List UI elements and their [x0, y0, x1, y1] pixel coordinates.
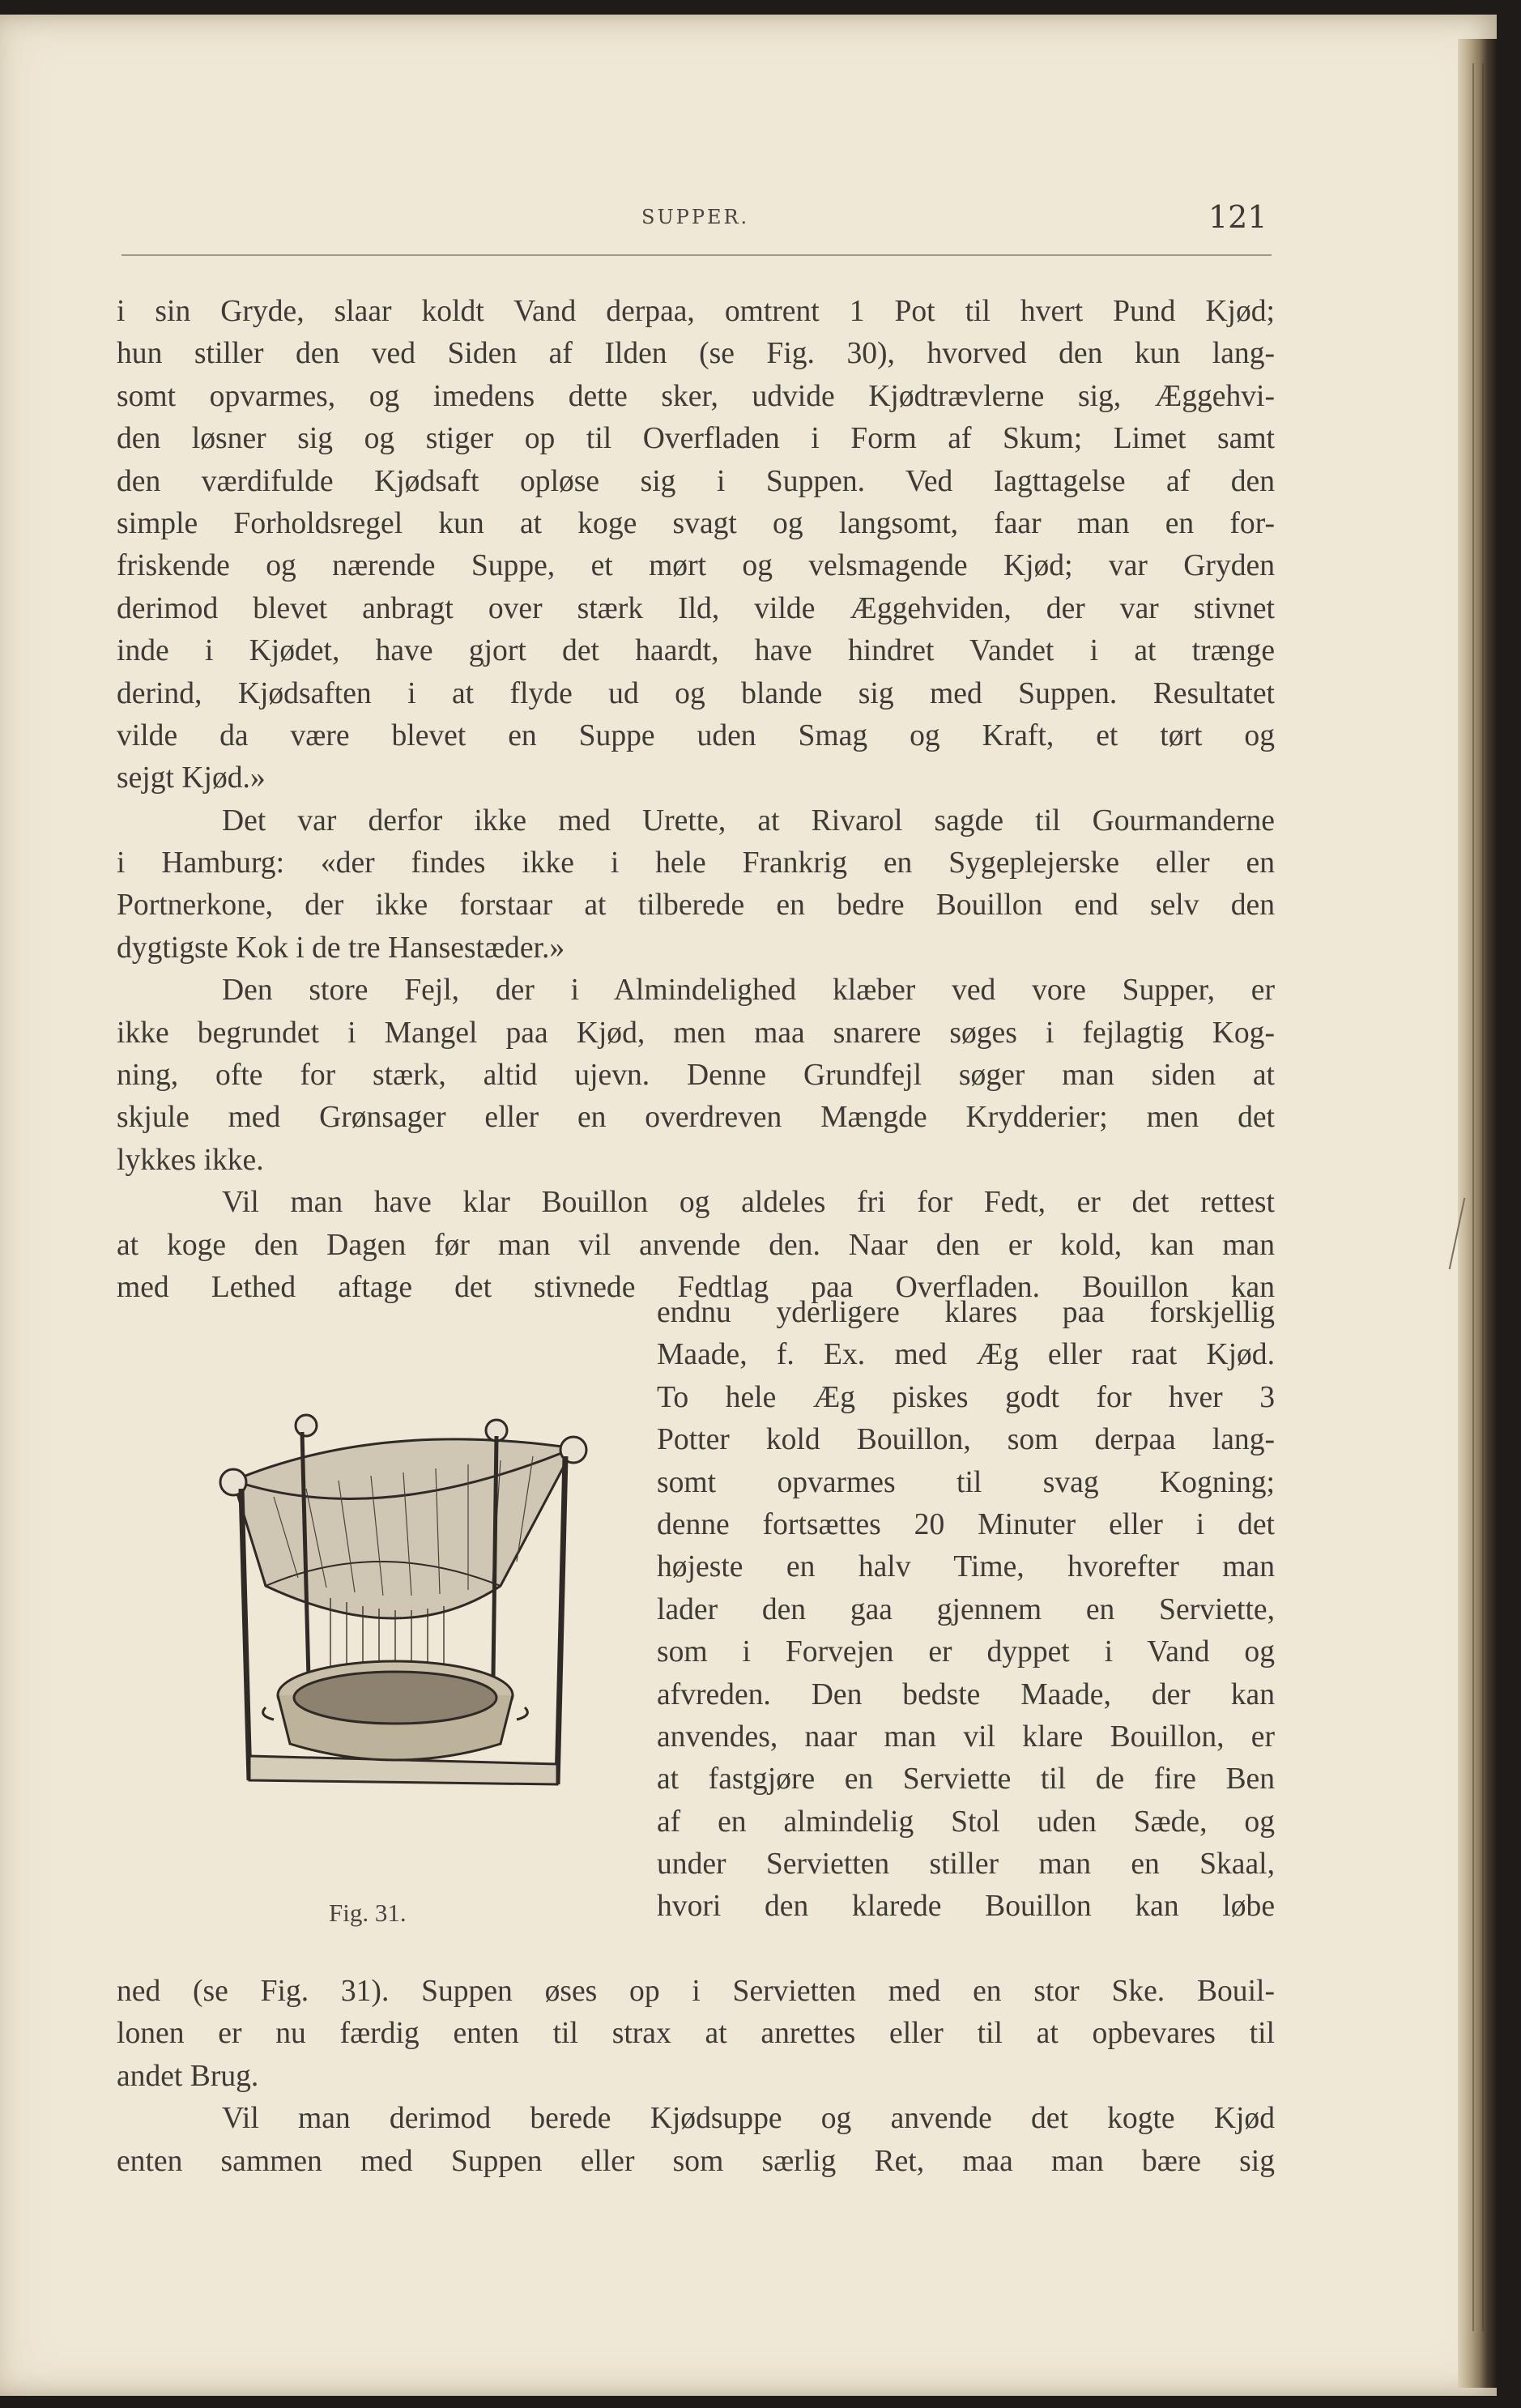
text-line: skjule med Grønsager eller en overdreven Mængde Krydderier; men det — [117, 1101, 1275, 1135]
text-line: højeste en halv Time, hvorefter man — [657, 1550, 1275, 1584]
text-line: i Hamburg: «der findes ikke i hele Frankrig en Sygeplejerske eller en — [117, 846, 1275, 880]
text-line: simple Forholdsregel kun at koge svagt og langsomt, faar man en for- — [117, 506, 1275, 540]
spine-edge-line — [1482, 63, 1484, 2331]
text-line: Den store Fejl, der i Almindelighed klæber ved vore Supper, er — [222, 974, 1275, 1008]
text-line: ikke begrundet i Mangel paa Kjød, men maa snarere søges i fejlagtig Kog- — [117, 1016, 1275, 1050]
book-spine — [1458, 39, 1497, 2388]
text-line: ned (se Fig. 31). Suppen øses op i Servietten med en stor Ske. Bouil- — [117, 1975, 1275, 2008]
text-line: vilde da være blevet en Suppe uden Smag og Kraft, et tørt og — [117, 718, 1275, 752]
text-block-beside-figure — [657, 1292, 1275, 1929]
text-line: Maade, f. Ex. med Æg eller raat Kjød. — [657, 1338, 1275, 1372]
text-line: somt opvarmes til svag Kogning; — [657, 1465, 1275, 1499]
text-line: at koge den Dagen før man vil anvende den. Naar den er kold, kan man — [117, 1228, 1275, 1262]
figure-31-illustration — [136, 1375, 622, 1877]
text-line: den løsner sig og stiger op til Overfladen i Form af Skum; Limet samt — [117, 422, 1275, 456]
text-line: somt opvarmes, og imedens dette sker, udvide Kjødtrævlerne sig, Æggehvi- — [117, 379, 1275, 413]
book-page — [0, 15, 1497, 2396]
text-line: at fastgjøre en Serviette til de fire Ben — [657, 1762, 1275, 1796]
spine-edge-line — [1472, 63, 1474, 2331]
text-line: den værdifulde Kjødsaft opløse sig i Suppen. Ved Iagttagelse af den — [117, 464, 1275, 498]
header-rule — [121, 254, 1272, 256]
running-head: SUPPER. — [641, 206, 750, 228]
text-line: afvreden. Den bedste Maade, der kan — [657, 1677, 1275, 1711]
text-line: ning, ofte for stærk, altid ujevn. Denne Grundfejl søger man siden at — [117, 1059, 1275, 1093]
strainer-stool-drawing — [136, 1375, 622, 1829]
text-line: i sin Gryde, slaar koldt Vand derpaa, omtrent 1 Pot til hvert Pund Kjød; — [117, 295, 1275, 328]
text-line: andet Brug. — [117, 2059, 259, 2093]
text-line: dygtigste Kok i de tre Hansestæder.» — [117, 931, 565, 965]
text-line: lykkes ikke. — [117, 1143, 264, 1177]
text-line: Vil man derimod berede Kjødsuppe og anvende det kogte Kjød — [222, 2102, 1275, 2136]
text-line: hvori den klarede Bouillon kan løbe — [657, 1890, 1275, 1924]
text-line: Potter kold Bouillon, som derpaa lang- — [657, 1423, 1275, 1457]
text-line: endnu yderligere klares paa forskjellig — [657, 1296, 1275, 1329]
text-line: enten sammen med Suppen eller som særlig Ret, maa man bære sig — [117, 2144, 1275, 2178]
text-line: som i Forvejen er dyppet i Vand og — [657, 1635, 1275, 1669]
text-line: To hele Æg piskes godt for hver 3 — [657, 1380, 1275, 1414]
text-line: med Lethed aftage det stivnede Fedtlag paa Overfladen. Bouillon kan — [117, 1270, 1275, 1304]
page-header — [0, 199, 1497, 240]
text-line: denne fortsættes 20 Minuter eller i det — [657, 1507, 1275, 1541]
text-line: under Servietten stiller man en Skaal, — [657, 1848, 1275, 1882]
text-line: Portnerkone, der ikke forstaar at tilberede en bedre Bouillon end selv den — [117, 889, 1275, 923]
text-line: lader den gaa gjennem en Serviette, — [657, 1592, 1275, 1626]
text-line: hun stiller den ved Siden af Ilden (se Fig. 30), hvorved den kun lang- — [117, 337, 1275, 371]
text-line: Vil man have klar Bouillon og aldeles fri for Fedt, er det rettest — [222, 1186, 1275, 1220]
text-line: Det var derfor ikke med Urette, at Rivarol sagde til Gourmanderne — [222, 803, 1275, 837]
figure-caption: Fig. 31. — [329, 1899, 407, 1927]
text-line: af en almindelig Stol uden Sæde, og — [657, 1805, 1275, 1839]
text-line: sejgt Kjød.» — [117, 761, 266, 795]
text-line: derimod blevet anbragt over stærk Ild, vilde Æggehviden, der var stivnet — [117, 591, 1275, 625]
text-line: inde i Kjødet, have gjort det haardt, have hindret Vandet i at trænge — [117, 634, 1275, 668]
text-line: friskende og nærende Suppe, et mørt og velsmagende Kjød; var Gryden — [117, 549, 1275, 583]
text-line: lonen er nu færdig enten til strax at anrettes eller til at opbevares til — [117, 2017, 1275, 2051]
text-block-top — [117, 291, 1275, 1309]
text-block-bottom — [117, 1971, 1275, 2183]
page-number: 121 — [1208, 199, 1268, 235]
text-line: derind, Kjødsaften i at flyde ud og blande sig med Suppen. Resultatet — [117, 676, 1275, 710]
text-line: anvendes, naar man vil klare Bouillon, er — [657, 1720, 1275, 1754]
